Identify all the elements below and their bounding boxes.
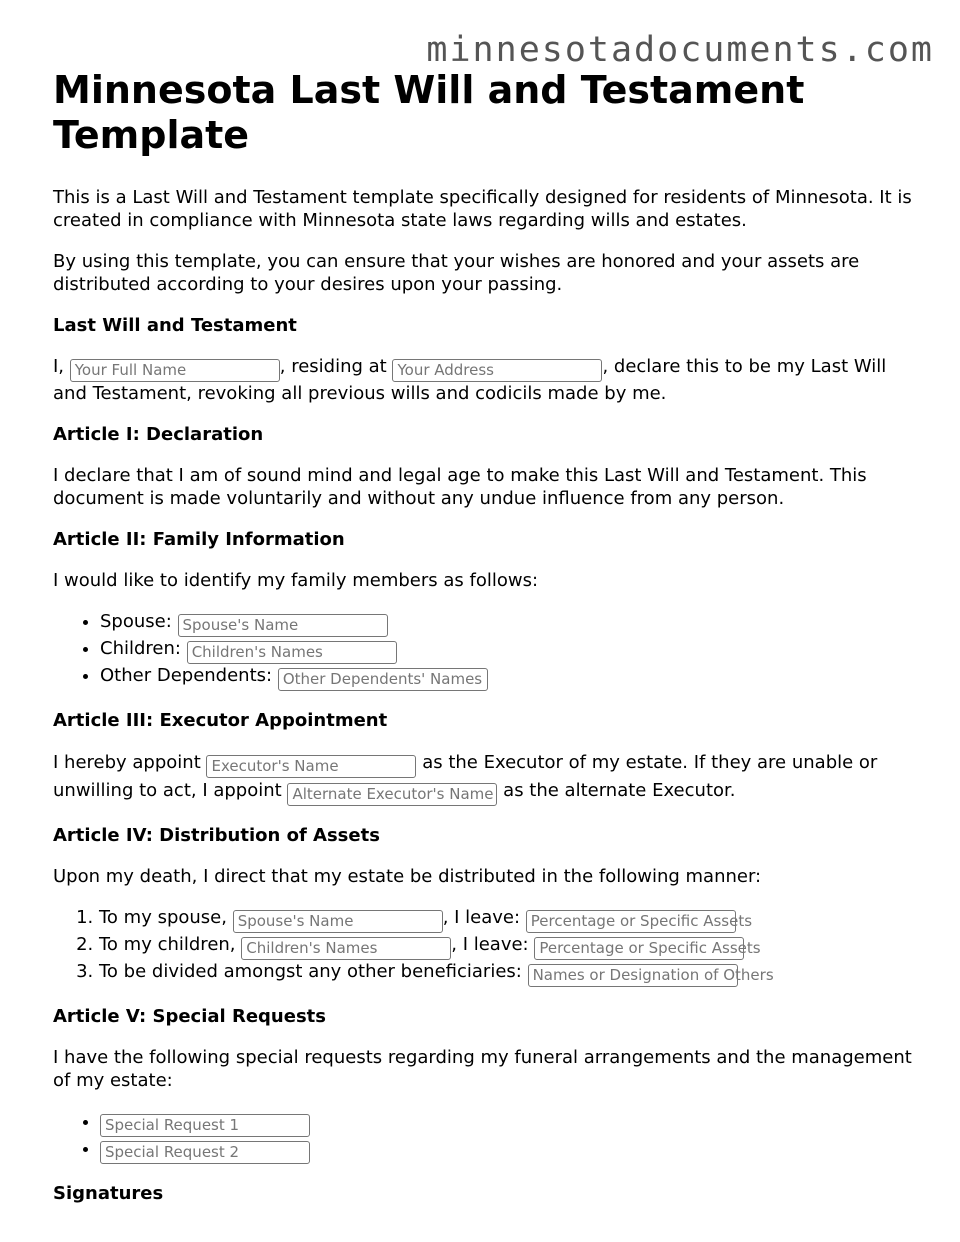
article-4-heading: Article IV: Distribution of Assets	[53, 825, 380, 846]
spouse-name-input[interactable]: Spouse's Name	[233, 910, 443, 933]
article-2-heading: Article II: Family Information	[53, 529, 345, 550]
will-declaration: I, Your Full Name , residing at Your Address , declare this to be my Last Will and Testament, revoking all previous wills and codicils made by me.	[53, 356, 887, 404]
article-3-text: I hereby appoint Executor's Name as the Executor of my estate. If they are unable or unwilling to act, I appoint Alternate Executor's Name as the alternate Executor.	[53, 750, 915, 806]
article-1-heading: Article I: Declaration	[53, 424, 264, 445]
spouse-share-input[interactable]: Percentage or Specific Assets	[526, 910, 736, 933]
intro-paragraph-1: This is a Last Will and Testament template specifically designed for residents of Minnesota. It is created in compliance with Minnesota state laws regarding wills and estates.	[53, 187, 912, 231]
list-item: • Children: Children's Names	[100, 637, 915, 664]
other-dependents-input[interactable]: Other Dependents' Names	[278, 668, 488, 691]
intro-paragraph-2: By using this template, you can ensure that your wishes are honored and your assets are distributed according to your desires upon your passing.	[53, 251, 860, 295]
list-item: • Spouse: Spouse's Name	[100, 610, 915, 637]
article-3-heading: Article III: Executor Appointment	[53, 710, 388, 731]
full-name-input[interactable]: Your Full Name	[70, 359, 280, 382]
article-2-text: I would like to identify my family members as follows:	[53, 570, 539, 591]
list-item: 3. To be divided amongst any other beneficiaries: Names or Designation of Others	[99, 960, 915, 987]
will-heading: Last Will and Testament	[53, 315, 297, 336]
list-item	[100, 1137, 915, 1164]
article-5-text: I have the following special requests regarding my funeral arrangements and the management of my estate:	[53, 1047, 912, 1091]
list-item: • Other Dependents: Other Dependents' Names	[100, 664, 915, 691]
children-names-input[interactable]: Children's Names	[241, 937, 451, 960]
signatures-heading: Signatures	[53, 1183, 164, 1204]
watermark: minnesotadocuments.com	[426, 30, 934, 70]
alternate-executor-input[interactable]: Alternate Executor's Name	[287, 783, 497, 806]
address-input[interactable]: Your Address	[392, 359, 602, 382]
special-requests-list	[53, 1110, 915, 1164]
children-share-input[interactable]: Percentage or Specific Assets	[534, 937, 744, 960]
document-page	[53, 68, 915, 1223]
family-list	[53, 610, 915, 691]
executor-name-input[interactable]: Executor's Name	[206, 755, 416, 778]
list-item: 1. To my spouse, Spouse's Name , I leave: Percentage or Specific Assets	[99, 906, 915, 933]
spouse-name-input[interactable]: Spouse's Name	[178, 614, 388, 637]
list-item: 2. To my children, Children's Names , I leave: Percentage or Specific Assets	[99, 933, 915, 960]
article-1-text: I declare that I am of sound mind and legal age to make this Last Will and Testament. This document is made voluntarily and without any undue influence from any person.	[53, 465, 867, 509]
other-beneficiaries-input[interactable]: Names or Designation of Others	[528, 964, 738, 987]
list-item	[100, 1110, 915, 1137]
article-5-heading: Article V: Special Requests	[53, 1006, 326, 1027]
article-4-text: Upon my death, I direct that my estate be distributed in the following manner:	[53, 866, 762, 887]
page-title: Minnesota Last Will and Testament Template	[53, 68, 805, 157]
special-request-2-input[interactable]: Special Request 2	[100, 1141, 310, 1164]
distribution-list	[53, 906, 915, 987]
children-names-input[interactable]: Children's Names	[187, 641, 397, 664]
special-request-1-input[interactable]: Special Request 1	[100, 1114, 310, 1137]
